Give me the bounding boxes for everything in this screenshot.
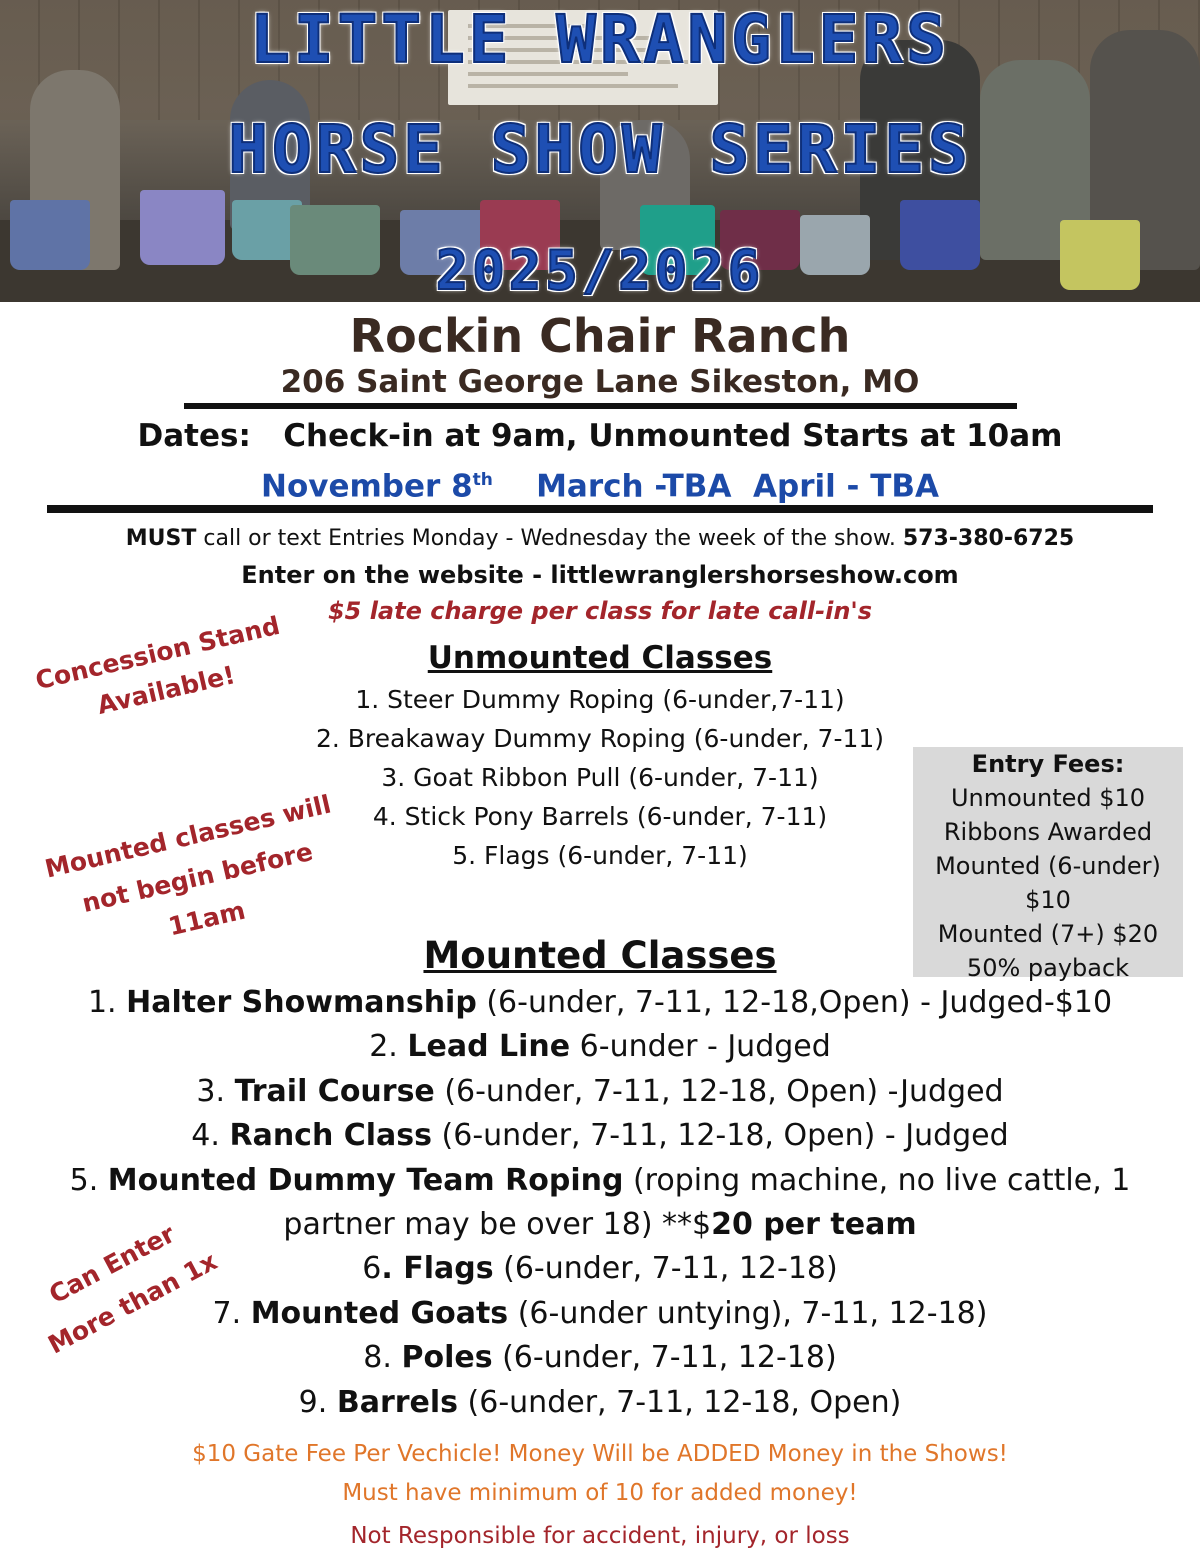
phone-number[interactable]: 573-380-6725	[902, 526, 1075, 551]
minimum-note: Must have minimum of 10 for added money!	[342, 1480, 858, 1506]
season-title: 2025/2026	[435, 239, 765, 302]
fee-line: $10	[1025, 886, 1071, 914]
date-november-suffix: th	[472, 470, 493, 490]
list-item: 7. Mounted Goats (6-under untying), 7-11, 12-18)	[212, 1295, 988, 1331]
dates-label: Dates:	[137, 418, 251, 454]
concession-note: Concession Stand Available!	[32, 610, 283, 720]
title-line-2: HORSE SHOW SERIES	[228, 111, 972, 188]
website-line[interactable]: Enter on the website - littlewranglershorseshow.com	[241, 561, 959, 589]
header-photo	[0, 0, 1200, 302]
divider-mid	[47, 505, 1153, 513]
unmounted-list	[190, 680, 1010, 875]
list-item: 5. Flags (6-under, 7-11)	[452, 841, 748, 870]
venue-name: Rockin Chair Ranch	[349, 309, 851, 363]
entry-fees-box	[913, 747, 1183, 982]
fee-line: Ribbons Awarded	[943, 818, 1153, 846]
mounted-time-note: Mounted classes will not begin before 11am	[42, 789, 334, 942]
show-dates	[0, 460, 1200, 506]
fee-line: 50% payback	[966, 954, 1130, 982]
list-item: 4. Ranch Class (6-under, 7-11, 12-18, Open) - Judged	[191, 1118, 1009, 1154]
list-item: 5. Mounted Dummy Team Roping (roping machine, no live cattle, 1	[69, 1162, 1131, 1198]
fees-heading: Entry Fees:	[971, 750, 1125, 778]
disclaimer: Not Responsible for accident, injury, or loss	[350, 1523, 850, 1549]
date-november: November 8	[261, 468, 473, 505]
list-item: partner may be over 18) **$20 per team	[283, 1207, 917, 1243]
dates-line	[0, 416, 1200, 456]
unmounted-heading: Unmounted Classes	[427, 640, 773, 676]
date-april: April - TBA	[753, 468, 939, 505]
list-item: 3. Goat Ribbon Pull (6-under, 7-11)	[381, 763, 819, 792]
list-item: 8. Poles (6-under, 7-11, 12-18)	[363, 1340, 837, 1376]
list-item: 3. Trail Course (6-under, 7-11, 12-18, Open) -Judged	[196, 1073, 1004, 1109]
divider-top	[184, 403, 1017, 409]
call-text: call or text Entries Monday - Wednesday the week of the show.	[196, 526, 903, 551]
dates-schedule: Check-in at 9am, Unmounted Starts at 10am	[283, 418, 1063, 454]
mounted-list	[0, 981, 1200, 1425]
fee-line: Mounted (7+) $20	[937, 920, 1159, 948]
list-item: 9. Barrels (6-under, 7-11, 12-18, Open)	[298, 1384, 902, 1420]
entries-call-line	[0, 523, 1200, 555]
must-label: MUST	[125, 526, 197, 551]
list-item: 2. Lead Line 6-under - Judged	[369, 1029, 831, 1065]
list-item: 6. Flags (6-under, 7-11, 12-18)	[362, 1251, 838, 1287]
can-enter-note: Can Enter More than 1x	[43, 1218, 222, 1360]
fee-line: Unmounted $10	[950, 784, 1146, 812]
list-item: 1. Steer Dummy Roping (6-under,7-11)	[355, 685, 845, 714]
list-item: 4. Stick Pony Barrels (6-under, 7-11)	[372, 802, 828, 831]
list-item: 1. Halter Showmanship (6-under, 7-11, 12-18,Open) - Judged-$10	[87, 985, 1113, 1020]
mounted-heading: Mounted Classes	[423, 934, 777, 977]
gate-fee-note: $10 Gate Fee Per Vechicle! Money Will be ADDED Money in the Shows!	[192, 1441, 1008, 1467]
fee-line: Mounted (6-under)	[935, 852, 1161, 880]
title-line-1: LITTLE WRANGLERS	[250, 1, 950, 78]
late-charge: $5 late charge per class for late call-in's	[327, 597, 873, 625]
venue-address: 206 Saint George Lane Sikeston, MO	[280, 364, 920, 400]
list-item: 2. Breakaway Dummy Roping (6-under, 7-11)	[315, 724, 885, 753]
date-march: March -TBA	[536, 468, 732, 505]
